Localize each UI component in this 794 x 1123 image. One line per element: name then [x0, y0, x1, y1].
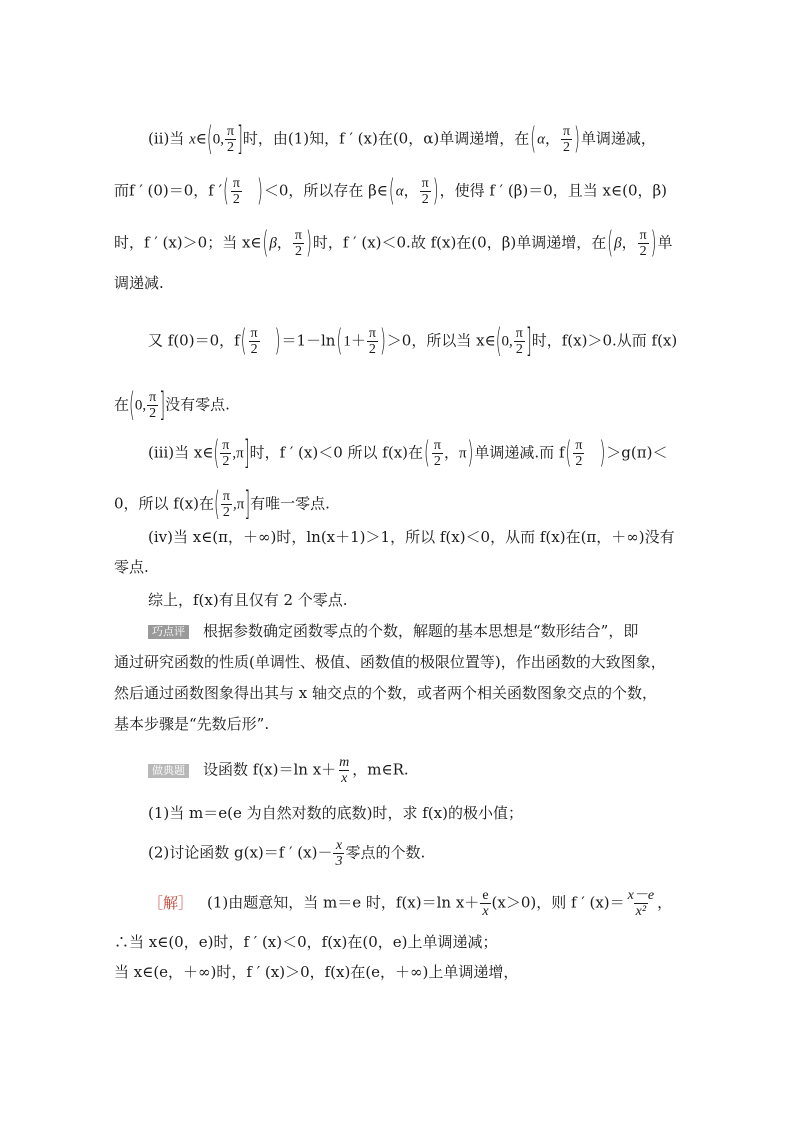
- text-line-4: 调递减.: [114, 274, 164, 292]
- text-line-14: 然后通过函数图象得出其与 x 轴交点的个数，或者两个相关函数图象交点的个数，: [114, 684, 657, 702]
- fraction-pi-over-2: $\frac{\pi}{2}$: [226, 124, 235, 155]
- text-line-5: 又 f(0)＝0，f( $\frac{\pi}{2}$ )＝1－ln(1＋ $\frac{\pi}{2}$ )＞0，所以当 x∈(0, $\frac{\pi}{2}$ ]时，f(x)＞0.从而 f(x): [148, 320, 678, 361]
- text-line-1: (ⅱ)当 x∈(0, $\frac{\pi}{2}$ ]时，由(1)知，f ′ (x)在(0，α)单调递增，在(α， $\frac{\pi}{2}$ )单调递减，: [148, 118, 656, 159]
- text-line-3: 时，f ′ (x)＞0；当 x∈(β， $\frac{\pi}{2}$ )时，f ′ (x)＜0.故 f(x)在(0，β)单调递增，在(β， $\frac{\pi}{2}$ )单: [114, 224, 673, 261]
- text-line-9: (ⅳ)当 x∈(π，＋∞)时，ln(x＋1)＞1，所以 f(x)＜0，从而 f(x)在(π，＋∞)没有: [148, 528, 675, 546]
- text-line-18: (2)讨论函数 g(x)＝f ′ (x)－ $\frac{x}{3}$ 零点的个数.: [148, 838, 426, 869]
- text-line-7: (ⅲ)当 x∈( $\frac{\pi}{2}$ ,π]时，f ′ (x)＜0 所以 f(x)在( $\frac{\pi}{2}$ ，π)单调递减.而 f( $\frac{\pi}{2}$ )＞g(π)＜: [148, 432, 668, 473]
- text-line-2: 而f ′ (0)＝0，f ′( $\frac{\pi}{2}$ )＜0，所以存在 β∈(α， $\frac{\pi}{2}$ )，使得 f ′ (β)＝0，且当 x∈(0，β): [114, 172, 668, 209]
- text-line-15: 基本步骤是“先数后形”.: [114, 715, 270, 733]
- example-tag: 做典题: [148, 764, 189, 778]
- text-line-16: 做典题 设函数 f(x)＝ln x＋ $\frac{m}{x}$ ，m∈R.: [148, 755, 409, 786]
- text-line-13: 通过研究函数的性质(单调性、极值、函数值的极限位置等)，作出函数的大致图象，: [114, 653, 666, 671]
- text-line-8: 0，所以 f(x)在( $\frac{\pi}{2}$ ,π]有唯一零点.: [114, 483, 330, 524]
- text-line-6: 在(0, $\frac{\pi}{2}$ ]没有零点.: [114, 384, 230, 425]
- text-line-21: 当 x∈(e，＋∞)时，f ′ (x)＞0，f(x)在(e，＋∞)上单调递增，: [114, 963, 519, 981]
- solution-label: ［解］: [148, 893, 194, 912]
- text-line-19: ［解］ (1)由题意知，当 m＝e 时，f(x)＝ln x＋ $\frac{e}{x}$ (x＞0)，则 f ′ (x)＝ $\frac{x-e}{\text{x²}}$ ，: [148, 888, 673, 919]
- comment-tag: 巧点评: [148, 625, 189, 639]
- text-line-10: 零点.: [114, 558, 149, 576]
- text-line-12: 巧点评 根据参数确定函数零点的个数，解题的基本思想是“数形结合”，即: [148, 621, 638, 641]
- text-line-11: 综上，f(x)有且仅有 2 个零点.: [148, 591, 348, 609]
- text-line-17: (1)当 m＝e(e 为自然对数的底数)时，求 f(x)的极小值；: [148, 804, 523, 822]
- text-line-20: ∴当 x∈(0，e)时，f ′ (x)＜0，f(x)在(0，e)上单调递减；: [114, 933, 498, 951]
